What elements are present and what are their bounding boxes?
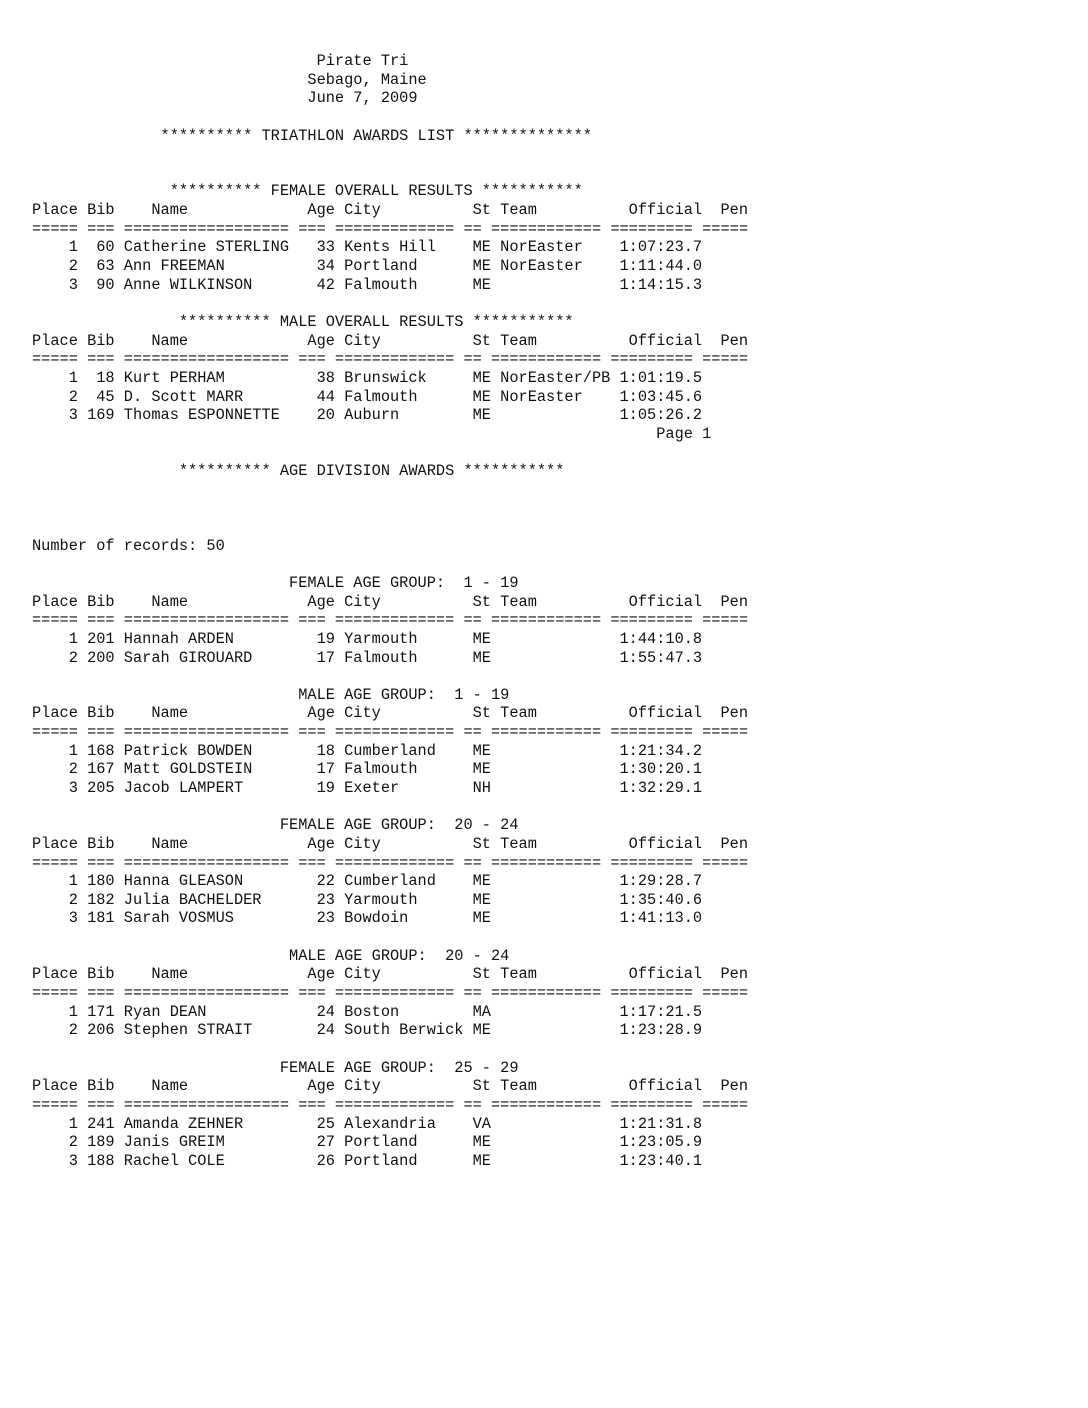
document-line: FEMALE AGE GROUP: 25 - 29 xyxy=(32,1058,519,1077)
document-line: ===== === ================== === ============= == ============ ========= ===== xyxy=(32,1095,749,1114)
document-line: Place Bib Name Age City St Team Official Pen xyxy=(32,704,749,723)
document-line: Pirate Tri xyxy=(32,52,409,70)
document-line xyxy=(32,518,748,537)
document-line xyxy=(32,481,748,500)
document-line xyxy=(32,1040,748,1059)
document-line xyxy=(32,499,748,518)
document-line: MALE AGE GROUP: 20 - 24 xyxy=(32,946,510,965)
document-line: 2 167 Matt GOLDSTEIN 17 Falmouth ME 1:30:20.1 xyxy=(32,760,703,779)
document-line: 2 45 D. Scott MARR 44 Falmouth ME NorEaster 1:03:45.6 xyxy=(32,387,703,406)
document-line: Place Bib Name Age City St Team Official Pen xyxy=(32,331,749,350)
document-line: 1 241 Amanda ZEHNER 25 Alexandria VA 1:21:31.8 xyxy=(32,1114,703,1133)
document-line: 3 205 Jacob LAMPERT 19 Exeter NH 1:32:29.1 xyxy=(32,778,703,797)
document-line: ===== === ================== === ============= == ============ ========= ===== xyxy=(32,611,749,630)
document-line xyxy=(32,108,748,127)
document-line xyxy=(32,555,748,574)
document-line: 1 60 Catherine STERLING 33 Kents Hill ME NorEaster 1:07:23.7 xyxy=(32,238,703,257)
document-line: 1 180 Hanna GLEASON 22 Cumberland ME 1:29:28.7 xyxy=(32,872,703,891)
document-line xyxy=(32,443,748,462)
document-line: 3 169 Thomas ESPONNETTE 20 Auburn ME 1:05:26.2 xyxy=(32,406,703,425)
document-line xyxy=(32,145,748,164)
document-line: ===== === ================== === ============= == ============ ========= ===== xyxy=(32,350,749,369)
document-line: Place Bib Name Age City St Team Official Pen xyxy=(32,834,749,853)
document-line xyxy=(32,928,748,947)
document-line: FEMALE AGE GROUP: 1 - 19 xyxy=(32,573,519,592)
document-line: ===== === ================== === ============= == ============ ========= ===== xyxy=(32,723,749,742)
document-line: Page 1 xyxy=(32,424,712,443)
document-line: 2 182 Julia BACHELDER 23 Yarmouth ME 1:35:40.6 xyxy=(32,890,703,909)
document-line: Place Bib Name Age City St Team Official Pen xyxy=(32,592,749,611)
document-line: ********** TRIATHLON AWARDS LIST ************** xyxy=(32,126,592,145)
document-line: 2 63 Ann FREEMAN 34 Portland ME NorEaster 1:11:44.0 xyxy=(32,257,703,276)
document-line: 2 206 Stephen STRAIT 24 South Berwick ME 1:23:28.9 xyxy=(32,1021,703,1040)
document-line: Place Bib Name Age City St Team Official Pen xyxy=(32,1077,749,1096)
document-line: ===== === ================== === ============= == ============ ========= ===== xyxy=(32,853,749,872)
document-line xyxy=(32,164,748,183)
document-line: ********** AGE DIVISION AWARDS *********** xyxy=(32,462,565,481)
document-line xyxy=(32,667,748,686)
document-line: 3 188 Rachel COLE 26 Portland ME 1:23:40.1 xyxy=(32,1151,703,1170)
document-line: 3 181 Sarah VOSMUS 23 Bowdoin ME 1:41:13.0 xyxy=(32,909,703,928)
document-line: Number of records: 50 xyxy=(32,536,225,555)
results-document xyxy=(32,52,748,1170)
document-line: ===== === ================== === ============= == ============ ========= ===== xyxy=(32,219,749,238)
document-line: 1 201 Hannah ARDEN 19 Yarmouth ME 1:44:10.8 xyxy=(32,629,703,648)
document-line: Place Bib Name Age City St Team Official Pen xyxy=(32,201,749,220)
document-line: Sebago, Maine xyxy=(32,70,427,89)
document-line: 3 90 Anne WILKINSON 42 Falmouth ME 1:14:15.3 xyxy=(32,275,703,294)
document-line xyxy=(32,798,748,817)
document-line: 1 168 Patrick BOWDEN 18 Cumberland ME 1:21:34.2 xyxy=(32,741,703,760)
document-line: 2 189 Janis GREIM 27 Portland ME 1:23:05.9 xyxy=(32,1133,703,1152)
document-line: 1 171 Ryan DEAN 24 Boston MA 1:17:21.5 xyxy=(32,1002,703,1021)
document-line: 2 200 Sarah GIROUARD 17 Falmouth ME 1:55:47.3 xyxy=(32,648,703,667)
document-line: ===== === ================== === ============= == ============ ========= ===== xyxy=(32,984,749,1003)
document-line: 1 18 Kurt PERHAM 38 Brunswick ME NorEaster/PB 1:01:19.5 xyxy=(32,368,703,387)
document-line xyxy=(32,294,748,313)
document-line: Place Bib Name Age City St Team Official Pen xyxy=(32,965,749,984)
document-line: June 7, 2009 xyxy=(32,89,418,108)
document-line: ********** MALE OVERALL RESULTS *********** xyxy=(32,312,574,331)
document-line: FEMALE AGE GROUP: 20 - 24 xyxy=(32,816,519,835)
document-line: MALE AGE GROUP: 1 - 19 xyxy=(32,685,510,704)
document-line: ********** FEMALE OVERALL RESULTS *********** xyxy=(32,182,583,201)
